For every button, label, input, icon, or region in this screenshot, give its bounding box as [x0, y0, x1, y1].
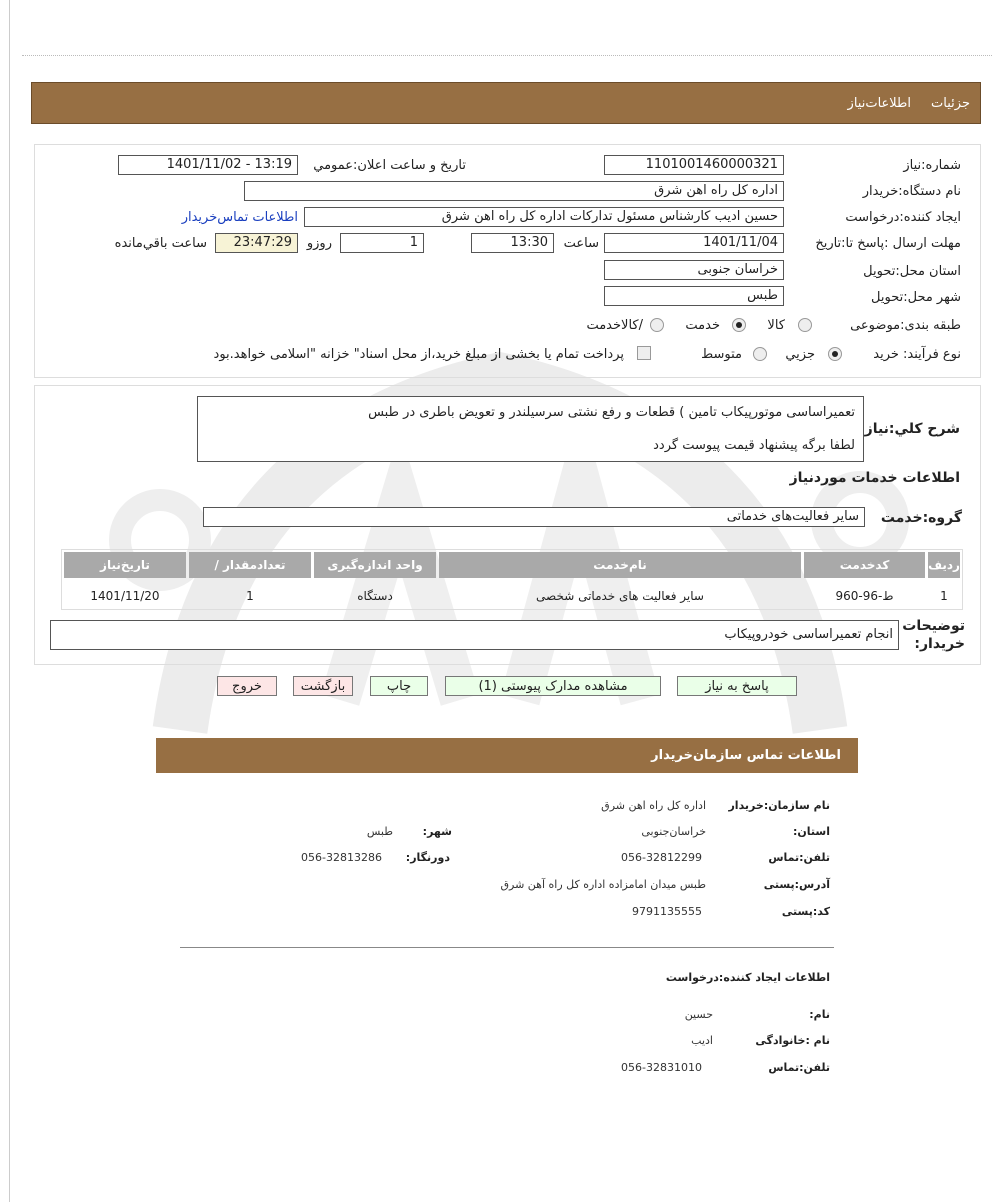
city-field: طبس — [604, 286, 784, 306]
announce-label: تاریخ و ساعت اعلان:عمومي — [313, 158, 466, 173]
table-cell-name: سایر فعالیت های خدماتی شخصی — [536, 589, 704, 603]
creator-phone-label: تلفن:تماس — [768, 1061, 830, 1074]
buyer-notes-label-2: :خريدار — [914, 636, 965, 652]
table-cell-date: 1401/11/20 — [90, 589, 160, 603]
province-field: خراسان جنوبی — [604, 260, 784, 280]
category-goods-radio[interactable] — [798, 318, 812, 332]
col-header-name: نام‌خدمت — [439, 552, 801, 578]
announce-field: 1401/11/02 - 13:19 — [118, 155, 298, 175]
top-dotted-line — [22, 55, 992, 56]
contact-province-value: خراسان‌جنوبی — [641, 825, 706, 838]
category-service-label: خدمت — [685, 318, 720, 333]
deadline-date-field: 1401/11/04 — [604, 233, 784, 253]
city-label: شهر محل:تحویل — [871, 290, 961, 305]
table-cell-code: ط-96-960 — [835, 589, 894, 603]
creator-phone-value: 056-32831010 — [621, 1061, 702, 1074]
phone-label: تلفن:تماس — [768, 851, 830, 864]
tab-details[interactable]: جزئیات — [931, 96, 970, 111]
category-goods-label: کالا — [767, 318, 785, 333]
contact-title: اطلاعات تماس سازمان‌خريدار — [651, 748, 841, 763]
category-both-radio[interactable] — [650, 318, 664, 332]
fax-value: 056-32813286 — [301, 851, 382, 864]
left-border-line — [9, 0, 10, 1202]
table-cell-row: 1 — [940, 589, 948, 603]
treasury-payment-checkbox[interactable] — [637, 346, 651, 360]
creator-field: حسین ادیب کارشناس مسئول تدارکات اداره کل راه اهن شرق — [304, 207, 784, 227]
creator-label: ایجاد کننده:درخواست — [845, 210, 961, 225]
time-label: ساعت — [563, 236, 599, 251]
contact-city-label: :شهر — [422, 825, 452, 838]
col-header-date: تاريخ‌نياز — [64, 552, 186, 578]
creator-info-title: اطلاعات ایجاد کننده:درخواست — [665, 971, 830, 984]
contact-divider — [180, 947, 834, 948]
day-label: روزو — [306, 236, 332, 251]
org-label: نام سازمان:خریدار — [728, 799, 830, 812]
service-group-label: گروه:خدمت — [880, 510, 962, 526]
contact-header-bar — [156, 738, 858, 773]
buyer-notes-field: انجام تعمیراساسی خودروپیکاب — [50, 620, 899, 650]
description-label: شرح کلي:نياز — [864, 421, 960, 437]
postal-code-value: 9791135555 — [632, 905, 702, 918]
fax-label: :دورنگار — [405, 851, 450, 864]
day-count-field: 1 — [340, 233, 424, 253]
need-number-label: شماره:نیاز — [903, 158, 961, 173]
buyer-contact-link[interactable]: اطلاعات تماس‌خريدار — [181, 210, 298, 225]
creator-name-label: :نام — [809, 1008, 830, 1021]
buyer-notes-label-1: توضیحات — [902, 618, 965, 634]
creator-name-value: حسین — [684, 1008, 713, 1021]
description-line-2: لطفا برگه پیشنهاد قیمت پیوست گردد — [653, 438, 855, 453]
address-label: آدرس:پستی — [763, 878, 830, 891]
creator-family-label: نام :خانوادگی — [755, 1034, 830, 1047]
col-header-code: کدخدمت — [804, 552, 925, 578]
contact-city-value: طبس — [366, 825, 393, 838]
description-line-1: تعمیراساسی موتورپیکاب تامین ) قطعات و رفع نشتی سرسیلندر و تعویض باطری در طبس — [368, 405, 855, 420]
treasury-payment-note: پرداخت تمام یا بخشی از مبلغ خرید،از محل اسناد" خزانه "اسلامی خواهد.بود — [213, 347, 624, 362]
org-value: اداره کل راه اهن شرق — [601, 799, 706, 812]
view-attachments-button[interactable]: مشاهده مدارک پیوستی (1) — [445, 676, 661, 696]
need-number-field: 1101001460000321 — [604, 155, 784, 175]
reply-button[interactable]: پاسخ به نیاز — [677, 676, 797, 696]
address-value: طبس میدان امامزاده اداره کل راه آهن شرق — [500, 878, 706, 891]
process-partial-radio[interactable] — [828, 347, 842, 361]
process-label: نوع فرآیند: خرید — [873, 347, 961, 362]
creator-family-value: ادیب — [691, 1034, 713, 1047]
col-header-unit: واحد اندازه‌گيری — [314, 552, 436, 578]
category-service-radio[interactable] — [732, 318, 746, 332]
time-field: 13:30 — [471, 233, 554, 253]
category-label: طبقه بندی:موضوعی — [850, 318, 961, 333]
remaining-time-field: 23:47:29 — [215, 233, 298, 253]
category-both-label: کالاخدمت/ — [586, 318, 643, 333]
remaining-label: ساعت باقي‌مانده — [114, 236, 207, 251]
exit-button[interactable]: خروج — [217, 676, 277, 696]
table-cell-unit: دستگاه — [357, 589, 393, 603]
phone-value: 056-32812299 — [621, 851, 702, 864]
tab-need-info[interactable]: اطلاعات‌نیاز — [847, 96, 911, 111]
province-label: استان محل:تحویل — [863, 264, 961, 279]
postal-code-label: کد:پستی — [781, 905, 830, 918]
service-group-field: سایر فعالیت‌های خدماتی — [203, 507, 865, 527]
services-title: اطلاعات خدمات موردنياز — [789, 470, 960, 486]
form-panel — [34, 144, 981, 378]
process-medium-radio[interactable] — [753, 347, 767, 361]
process-medium-label: متوسط — [701, 347, 742, 362]
print-button[interactable]: چاپ — [370, 676, 428, 696]
contact-province-label: :استان — [792, 825, 830, 838]
table-cell-quantity: 1 — [246, 589, 254, 603]
buyer-field: اداره کل راه اهن شرق — [244, 181, 784, 201]
process-partial-label: جزيي — [785, 347, 815, 362]
back-button[interactable]: بازگشت — [293, 676, 353, 696]
deadline-label: مهلت ارسال :پاسخ تا:تاريخ — [815, 236, 961, 251]
buyer-label: نام دستگاه:خريدار — [862, 184, 961, 199]
header-bar — [31, 82, 981, 124]
col-header-quantity: / تعدادمقدار — [189, 552, 311, 578]
description-box — [197, 396, 864, 462]
col-header-row: رديف — [928, 552, 960, 578]
